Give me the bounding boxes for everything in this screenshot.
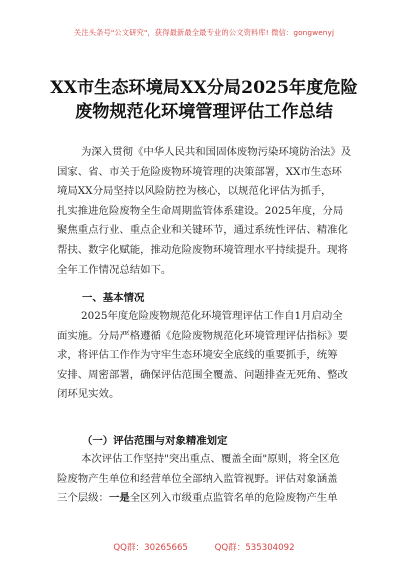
title-line-2: 废物规范化环境管理评估工作总结: [75, 102, 333, 122]
subsection-1-rest: 全区列入市级重点监管名单的危险废物产生单: [129, 492, 338, 505]
subsection-1-line: 险废物产生单位和经营单位全部纳入监管视野。评估对象涵盖: [57, 472, 338, 485]
intro-line: 全年工作情况总结如下。: [57, 263, 172, 276]
subsection-1-heading: （一）评估范围与对象精准划定: [82, 435, 228, 447]
section-1-line: 面实施。分局严格遵循《危险废物规范化环境管理评估指标》要: [57, 329, 348, 342]
section-1-line: 闭环见实效。: [57, 388, 120, 401]
footer-qq-groups: [0, 541, 408, 553]
section-1-line: 求，将评估工作作为守牢生态环境安全底线的重要抓手，统筹: [57, 349, 338, 362]
subsection-1-line: [57, 489, 357, 509]
subsection-1-line: 本次评估工作坚持"突出重点、覆盖全面"原则，将全区危: [81, 453, 340, 465]
intro-line: 扎实推进危险废物全生命周期监管体系建设。2025年度，分局: [57, 204, 344, 217]
section-1-line: 2025年度危险废物规范化环境管理评估工作自1月启动全: [81, 310, 343, 322]
section-1-heading: 一、基本情况: [82, 292, 145, 304]
intro-line: 境局XX分局坚持以风险防控为核心，以规范化评估为抓手，: [57, 185, 332, 198]
footer-qq-group-2: QQ群：535304092: [214, 543, 295, 553]
subsection-1-lead: 三个层级：: [57, 492, 109, 505]
section-1-line: 安排、周密部署，确保评估范围全覆盖、问题排查无死角、整改: [57, 368, 348, 381]
subsection-1-paragraph: [57, 450, 357, 509]
header-promo-note: 关注头条号"公文研究"，获得最新最全最专业的公文资料库! 微信：gongwenyj: [73, 28, 335, 37]
intro-paragraph: [57, 143, 357, 280]
intro-line: 聚焦重点行业、重点企业和关键环节，通过系统性评估、精准化: [57, 224, 348, 237]
subsection-1-emphasis: 一是: [108, 492, 130, 505]
intro-line: 帮扶、数字化赋能，推动危险废物环境管理水平持续提升。现将: [57, 243, 348, 256]
section-1-paragraph: [57, 307, 357, 405]
document-title: [30, 76, 378, 124]
intro-line: 国家、省、市关于危险废物环境管理的决策部署，XX市生态环: [57, 165, 342, 178]
intro-line: 为深入贯彻《中华人民共和国固体废物污染环境防治法》及: [81, 146, 352, 158]
title-line-1: XX市生态环境局XX分局2025年度危险: [50, 78, 358, 98]
footer-qq-group-1: QQ群：30265665: [113, 543, 188, 553]
